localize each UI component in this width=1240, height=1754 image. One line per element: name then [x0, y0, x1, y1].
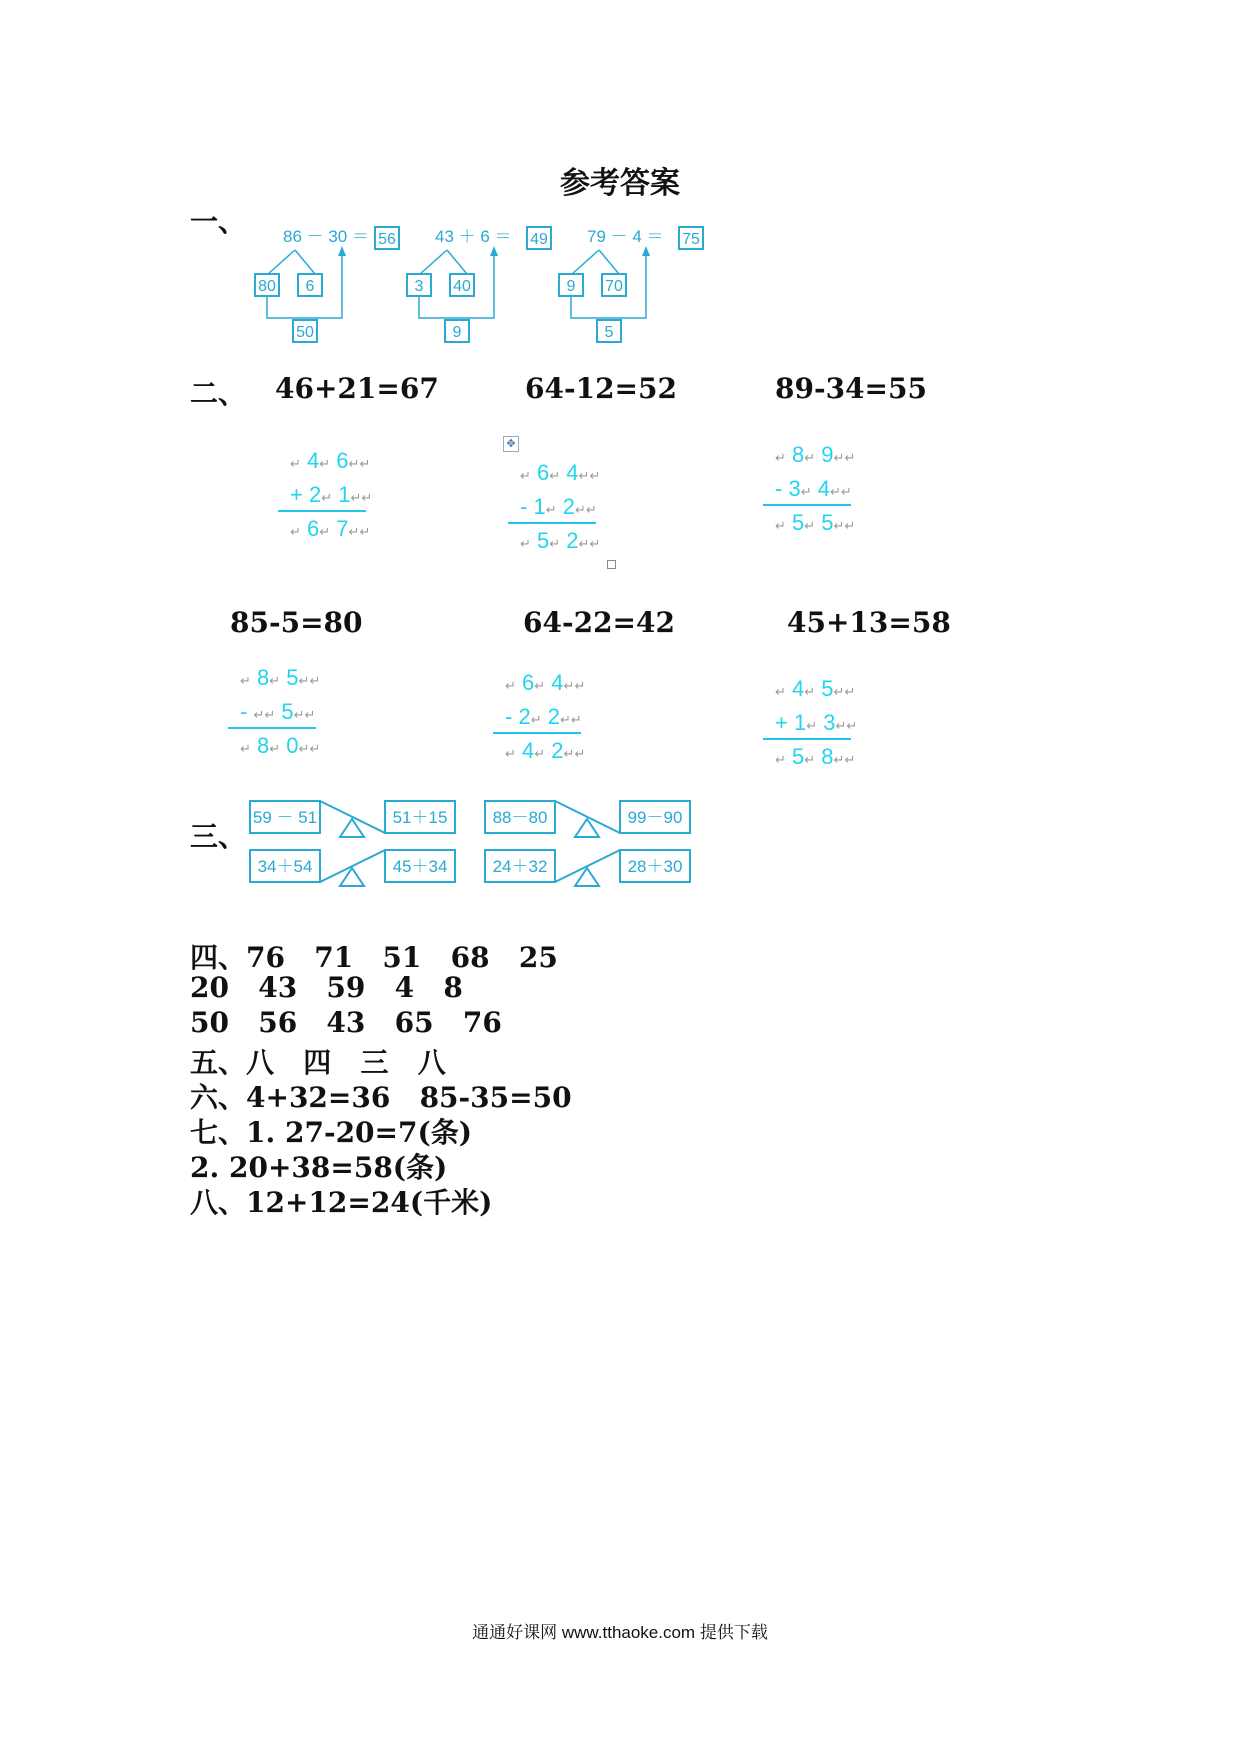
paragraph-mark-icon: ↵	[253, 707, 265, 722]
scale-beam	[320, 850, 385, 882]
split-value: 40	[453, 278, 471, 295]
scale-right-expression: 99－90	[627, 808, 683, 827]
vertical-row	[240, 665, 320, 691]
equation-5: 64-22=42	[523, 606, 675, 639]
page-title: 参考答案	[560, 166, 680, 201]
digit: 6	[307, 516, 320, 541]
vertical-row	[520, 528, 600, 554]
vertical-row	[290, 516, 370, 542]
digit: +	[290, 482, 303, 507]
vertical-row	[775, 510, 855, 536]
branch-line	[295, 250, 315, 274]
digit: -	[520, 494, 528, 519]
anchor-icon	[607, 560, 616, 569]
paragraph-mark-icon: ↵↵	[298, 741, 321, 756]
digit: 1	[332, 482, 351, 507]
branch-line	[447, 250, 467, 274]
digit: 5	[537, 528, 550, 553]
paragraph-mark-icon: ↵	[804, 518, 816, 533]
vertical-row	[505, 704, 582, 730]
result-value: 49	[530, 231, 548, 248]
digit: 8	[257, 665, 270, 690]
digit: 1	[793, 710, 807, 735]
paragraph-mark-icon: ↵	[290, 456, 301, 471]
paragraph-mark-icon: ↵	[269, 673, 281, 688]
digit: 2	[308, 482, 322, 507]
paragraph-mark-icon: ↵	[549, 536, 561, 551]
digit: 5	[792, 744, 805, 769]
paragraph-mark-icon: ↵	[520, 468, 531, 483]
digit: +	[775, 710, 788, 735]
digit: 5	[792, 510, 805, 535]
digit: 8	[815, 744, 834, 769]
scale-right-expression: 45＋34	[392, 857, 448, 876]
equation-3: 89-34=55	[775, 372, 927, 405]
scale-right-expression: 28＋30	[627, 857, 683, 876]
footer: 通通好课网 www.tthaoke.com 提供下载	[472, 1623, 768, 1642]
digit: 8	[792, 442, 805, 467]
digit: -	[505, 704, 513, 729]
scale-right-expression: 51＋15	[392, 808, 448, 827]
paragraph-mark-icon: ↵	[505, 678, 516, 693]
scale-left-expression: 59 － 51	[252, 808, 318, 827]
digit: 3	[788, 476, 801, 501]
digit: 2	[556, 494, 575, 519]
paragraph-mark-icon: ↵	[269, 741, 281, 756]
vertical-row	[775, 476, 852, 502]
paragraph-mark-icon: ↵↵	[559, 712, 582, 727]
paragraph-mark-icon: ↵↵	[578, 468, 601, 483]
digit: 2	[545, 738, 564, 763]
split-value: 70	[605, 278, 623, 295]
section-3-label: 三、	[190, 820, 247, 853]
paragraph-mark-icon: ↵↵	[298, 673, 321, 688]
branch-line	[420, 250, 447, 274]
paragraph-mark-icon: ↵	[321, 490, 333, 505]
answer-line-7: 七、1. 27-20=7(条)	[190, 1116, 472, 1149]
vertical-row	[505, 670, 585, 696]
expression-text: 79 － 4 ＝	[587, 227, 664, 246]
digit: 6	[522, 670, 535, 695]
decomposition-diagrams	[250, 220, 710, 350]
table-move-handle-icon[interactable]: ✥	[503, 436, 519, 452]
digit: 3	[817, 710, 836, 735]
answer-line-4b: 20 43 59 4 8	[190, 971, 463, 1004]
branch-line	[268, 250, 295, 274]
scale-left-expression: 88－80	[492, 808, 548, 827]
bottom-value: 5	[604, 324, 614, 341]
paragraph-mark-icon: ↵↵	[833, 518, 856, 533]
paragraph-mark-icon: ↵	[319, 456, 331, 471]
sum-line	[228, 727, 316, 729]
digit: 0	[280, 733, 299, 758]
split-value: 9	[566, 278, 576, 295]
vertical-row	[505, 738, 585, 764]
sum-line	[278, 510, 366, 512]
digit: 1	[533, 494, 546, 519]
digit: 6	[330, 448, 349, 473]
equation-1: 46+21=67	[275, 372, 439, 405]
bottom-value: 50	[296, 324, 314, 341]
section-1-label: 一、	[190, 205, 247, 238]
answer-line-4: 四、76 71 51 68 25	[190, 941, 558, 974]
sum-line	[493, 732, 581, 734]
paragraph-mark-icon: ↵	[775, 684, 786, 699]
scale-beam	[555, 850, 620, 882]
digit: 8	[257, 733, 270, 758]
split-value: 3	[414, 278, 424, 295]
paragraph-mark-icon: ↵	[804, 752, 816, 767]
scale-beam	[320, 801, 385, 833]
paragraph-mark-icon: ↵	[319, 524, 331, 539]
paragraph-mark-icon: ↵	[804, 684, 816, 699]
vertical-row	[290, 448, 370, 474]
paragraph-mark-icon: ↵	[800, 484, 812, 499]
paragraph-mark-icon: ↵↵	[348, 524, 371, 539]
digit: -	[775, 476, 783, 501]
vertical-row	[775, 710, 857, 736]
vertical-row	[775, 442, 855, 468]
digit: 4	[522, 738, 535, 763]
paragraph-mark-icon: ↵	[775, 518, 786, 533]
paragraph-mark-icon: ↵↵	[574, 502, 597, 517]
paragraph-mark-icon: ↵↵	[835, 718, 858, 733]
paragraph-mark-icon: ↵↵	[350, 490, 373, 505]
paragraph-mark-icon: ↵	[545, 502, 557, 517]
paragraph-mark-icon: ↵	[549, 468, 561, 483]
answer-line-5: 五、八 四 三 八	[190, 1046, 446, 1079]
arrow-head-icon	[490, 246, 498, 256]
digit: 4	[560, 460, 579, 485]
arrow-head-icon	[338, 246, 346, 256]
digit: 4	[545, 670, 564, 695]
expression-text: 43 ＋ 6 ＝	[435, 227, 512, 246]
paragraph-mark-icon: ↵	[534, 746, 546, 761]
digit: 5	[275, 699, 294, 724]
paragraph-mark-icon: ↵↵	[348, 456, 371, 471]
digit: 2	[541, 704, 560, 729]
answer-line-4c: 50 56 43 65 76	[190, 1006, 502, 1039]
digit: -	[240, 699, 248, 724]
paragraph-mark-icon: ↵↵	[563, 678, 586, 693]
equation-6: 45+13=58	[787, 606, 951, 639]
section-2-label: 二、	[190, 377, 247, 410]
digit: 2	[560, 528, 579, 553]
paragraph-mark-icon: ↵	[520, 536, 531, 551]
paragraph-mark-icon: ↵	[240, 673, 251, 688]
scale-left-expression: 24＋32	[492, 857, 548, 876]
vertical-row	[520, 494, 597, 520]
answer-line-6: 六、4+32=36 85-35=50	[190, 1081, 572, 1114]
scale-left-expression: 34＋54	[257, 857, 313, 876]
digit: 6	[537, 460, 550, 485]
paragraph-mark-icon: ↵	[534, 678, 546, 693]
digit: 2	[518, 704, 531, 729]
digit: 4	[307, 448, 320, 473]
paragraph-mark-icon: ↵	[775, 752, 786, 767]
paragraph-mark-icon: ↵↵	[833, 450, 856, 465]
balance-scales	[245, 798, 705, 893]
paragraph-mark-icon: ↵	[775, 450, 786, 465]
digit: 4	[811, 476, 830, 501]
paragraph-mark-icon: ↵	[240, 741, 251, 756]
digit: 9	[815, 442, 834, 467]
vertical-row	[290, 482, 372, 508]
result-value: 75	[682, 231, 700, 248]
answer-line-8: 八、12+12=24(千米)	[190, 1186, 493, 1219]
answer-line-7b: 2. 20+38=58(条)	[190, 1151, 448, 1184]
branch-line	[572, 250, 599, 274]
paragraph-mark-icon: ↵	[804, 450, 816, 465]
vertical-row	[775, 744, 855, 770]
paragraph-mark-icon: ↵↵	[578, 536, 601, 551]
bottom-value: 9	[452, 324, 462, 341]
digit: 5	[815, 510, 834, 535]
sum-line	[508, 522, 596, 524]
vertical-row	[240, 733, 320, 759]
vertical-row	[240, 699, 315, 725]
paragraph-mark-icon: ↵	[505, 746, 516, 761]
equation-4: 85-5=80	[230, 606, 363, 639]
paragraph-mark-icon: ↵	[290, 524, 301, 539]
split-value: 6	[305, 278, 315, 295]
paragraph-mark-icon: ↵↵	[833, 752, 856, 767]
vertical-row	[775, 676, 855, 702]
digit: 5	[815, 676, 834, 701]
arrow-head-icon	[642, 246, 650, 256]
sum-line	[763, 504, 851, 506]
branch-line	[599, 250, 619, 274]
paragraph-mark-icon: ↵	[806, 718, 818, 733]
digit: 4	[792, 676, 805, 701]
expression-text: 86 － 30 ＝	[283, 227, 369, 246]
split-value: 80	[258, 278, 276, 295]
scale-beam	[555, 801, 620, 833]
paragraph-mark-icon: ↵↵	[833, 684, 856, 699]
sum-line	[763, 738, 851, 740]
digit: 5	[280, 665, 299, 690]
digit: 7	[330, 516, 349, 541]
paragraph-mark-icon: ↵↵	[563, 746, 586, 761]
paragraph-mark-icon: ↵↵	[829, 484, 852, 499]
result-value: 56	[378, 231, 396, 248]
paragraph-mark-icon: ↵	[530, 712, 542, 727]
paragraph-mark-icon: ↵	[264, 707, 276, 722]
vertical-row	[520, 460, 600, 486]
equation-2: 64-12=52	[525, 372, 677, 405]
paragraph-mark-icon: ↵↵	[293, 707, 316, 722]
